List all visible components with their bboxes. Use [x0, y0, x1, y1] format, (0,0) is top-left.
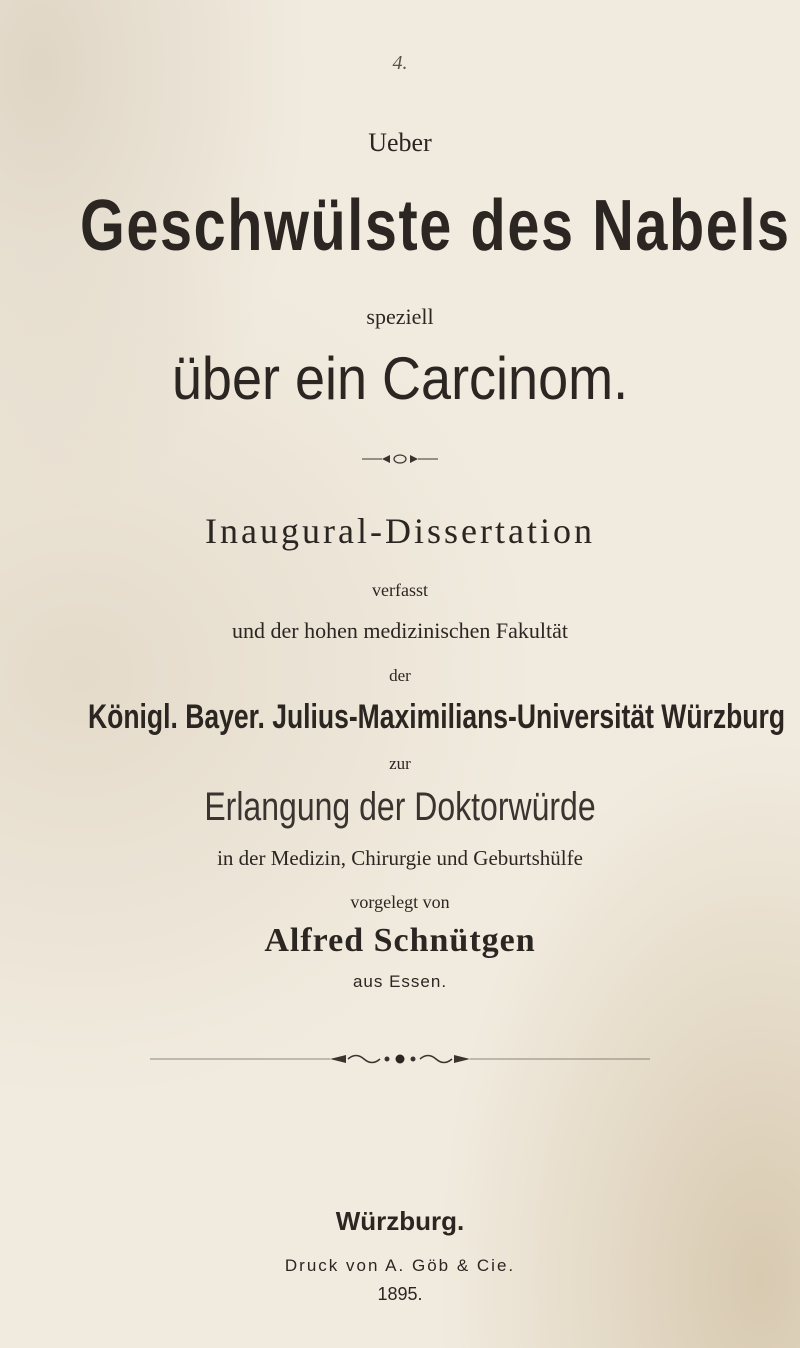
line-der: der: [389, 666, 411, 685]
line-zur: zur: [389, 754, 411, 773]
small-ornament-icon: [360, 452, 440, 466]
handwritten-mark: 4.: [392, 52, 408, 74]
university-name: Königl. Bayer. Julius-Maximilians-Universität Würzburg: [88, 698, 786, 736]
line-vorgelegt: vorgelegt von: [350, 892, 450, 912]
fields-line: in der Medizin, Chirurgie und Geburtshülfe: [217, 846, 583, 870]
title-connector: speziell: [366, 304, 434, 329]
line-faculty: und der hohen medizinischen Fakultät: [231, 618, 569, 643]
imprint-year: 1895.: [377, 1284, 423, 1304]
author-origin: aus Essen.: [352, 972, 448, 991]
subtitle: über ein Carcinom.: [171, 345, 629, 412]
imprint-printer: Druck von A. Göb & Cie.: [284, 1256, 516, 1275]
imprint-city: Würzburg.: [335, 1206, 465, 1236]
divider-ornament-icon: [150, 1050, 650, 1068]
main-title: Geschwülste des Nabels: [80, 186, 791, 266]
degree-line: Erlangung der Doktorwürde: [204, 785, 596, 829]
line-verfasst: verfasst: [372, 580, 428, 600]
document-type: Inaugural-Dissertation: [205, 511, 595, 551]
author-name: Alfred Schnütgen: [264, 922, 536, 959]
intro-word: Ueber: [368, 128, 432, 157]
